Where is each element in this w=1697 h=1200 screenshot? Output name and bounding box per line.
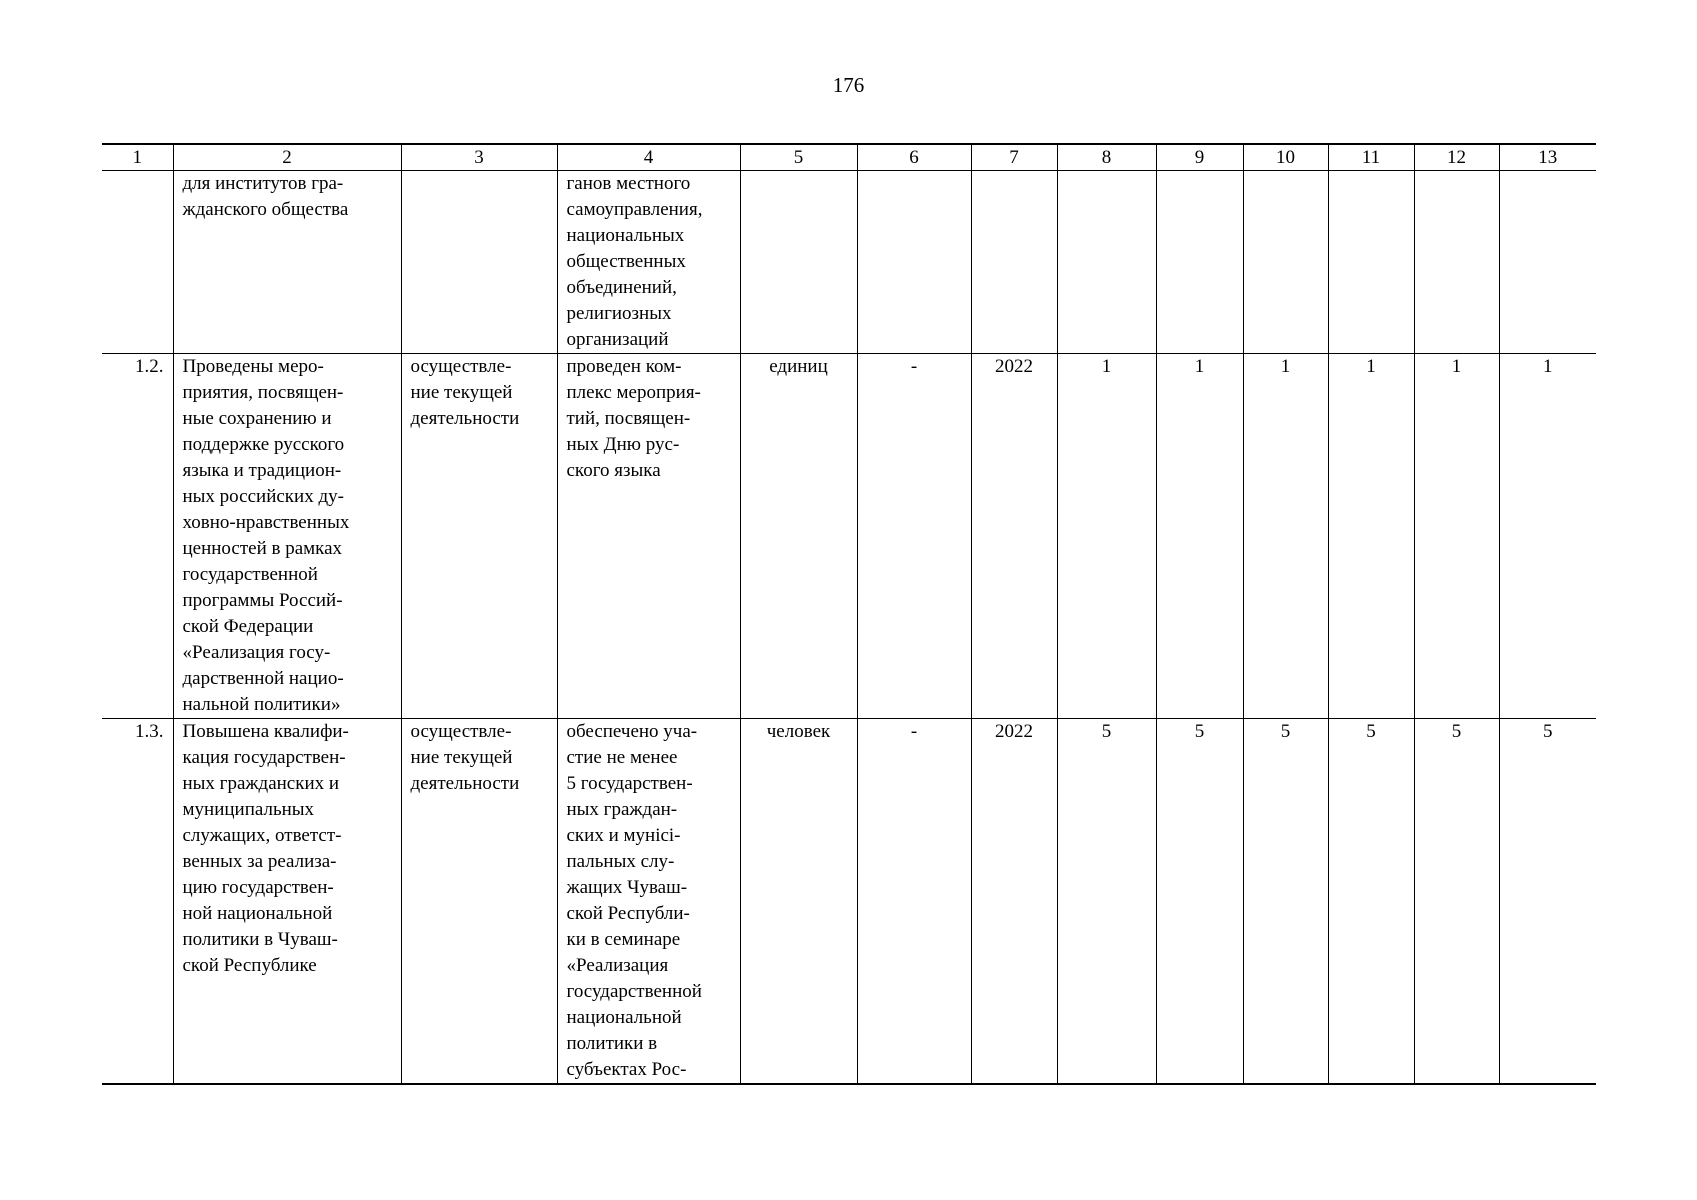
column-header: 1 bbox=[102, 144, 173, 171]
value-cell bbox=[1328, 171, 1414, 354]
event-description: ганов местного самоуправления, национальных общественных объединений, религиозных организаций bbox=[557, 171, 740, 354]
unit-cell: человек bbox=[740, 719, 857, 1085]
year-cell: 2022 bbox=[971, 719, 1057, 1085]
value-cell bbox=[1414, 171, 1499, 354]
column-header: 12 bbox=[1414, 144, 1499, 171]
column-header: 4 bbox=[557, 144, 740, 171]
column-header: 8 bbox=[1057, 144, 1156, 171]
column-header: 13 bbox=[1499, 144, 1596, 171]
value-cell: 1 bbox=[1057, 354, 1156, 719]
column-header: 6 bbox=[857, 144, 971, 171]
value-cell: 1 bbox=[1499, 354, 1596, 719]
value-cell: 1 bbox=[1328, 354, 1414, 719]
result-description: Проведены меро- приятия, посвящен- ные сохранению и поддержке русского языка и традицион- ных российских ду- ховно-нравственных ценностей в рамках государственной программы Россий- ской Федерации «Реализация госу- дарственной нацио- нальной политики» bbox=[173, 354, 401, 719]
table-header-row bbox=[102, 144, 1596, 171]
value-cell: 1 bbox=[1156, 354, 1243, 719]
document-table bbox=[102, 143, 1596, 1085]
value-cell: - bbox=[857, 354, 971, 719]
value-cell bbox=[1243, 171, 1328, 354]
value-cell bbox=[1156, 171, 1243, 354]
table-row bbox=[102, 719, 1596, 1085]
row-number bbox=[102, 171, 173, 354]
value-cell: 5 bbox=[1414, 719, 1499, 1085]
column-header: 9 bbox=[1156, 144, 1243, 171]
column-header: 7 bbox=[971, 144, 1057, 171]
year-cell: 2022 bbox=[971, 354, 1057, 719]
value-cell: - bbox=[857, 719, 971, 1085]
activity-type: осуществле- ние текущей деятельности bbox=[401, 719, 557, 1085]
row-number: 1.2. bbox=[102, 354, 173, 719]
value-cell: 1 bbox=[1414, 354, 1499, 719]
value-cell: 5 bbox=[1243, 719, 1328, 1085]
year-cell bbox=[971, 171, 1057, 354]
table-row bbox=[102, 354, 1596, 719]
value-cell bbox=[1057, 171, 1156, 354]
unit-cell bbox=[740, 171, 857, 354]
event-description: обеспечено уча- стие не менее 5 государствен- ных граждан- ских и мунici- пальных слу- жащих Чуваш- ской Республи- ки в семинаре «Реализация государственной национальной политики в субъектах Рос- bbox=[557, 719, 740, 1085]
result-description: для институтов гра- жданского общества bbox=[173, 171, 401, 354]
value-cell: 5 bbox=[1328, 719, 1414, 1085]
page-number: 176 bbox=[832, 73, 865, 97]
column-header: 3 bbox=[401, 144, 557, 171]
column-header: 2 bbox=[173, 144, 401, 171]
activity-type: осуществле- ние текущей деятельности bbox=[401, 354, 557, 719]
unit-cell: единиц bbox=[740, 354, 857, 719]
value-cell: 5 bbox=[1057, 719, 1156, 1085]
column-header: 10 bbox=[1243, 144, 1328, 171]
value-cell: 5 bbox=[1156, 719, 1243, 1085]
row-number: 1.3. bbox=[102, 719, 173, 1085]
activity-type bbox=[401, 171, 557, 354]
value-cell bbox=[1499, 171, 1596, 354]
value-cell: 1 bbox=[1243, 354, 1328, 719]
column-header: 5 bbox=[740, 144, 857, 171]
result-description: Повышена квалифи- кация государствен- ных гражданских и муниципальных служащих, ответст- венных за реализа- цию государствен- ной национальной политики в Чуваш- ской Республике bbox=[173, 719, 401, 1085]
table-row bbox=[102, 171, 1596, 354]
value-cell: 5 bbox=[1499, 719, 1596, 1085]
column-header: 11 bbox=[1328, 144, 1414, 171]
value-cell bbox=[857, 171, 971, 354]
event-description: проведен ком- плекс мероприя- тий, посвящен- ных Дню рус- ского языка bbox=[557, 354, 740, 719]
